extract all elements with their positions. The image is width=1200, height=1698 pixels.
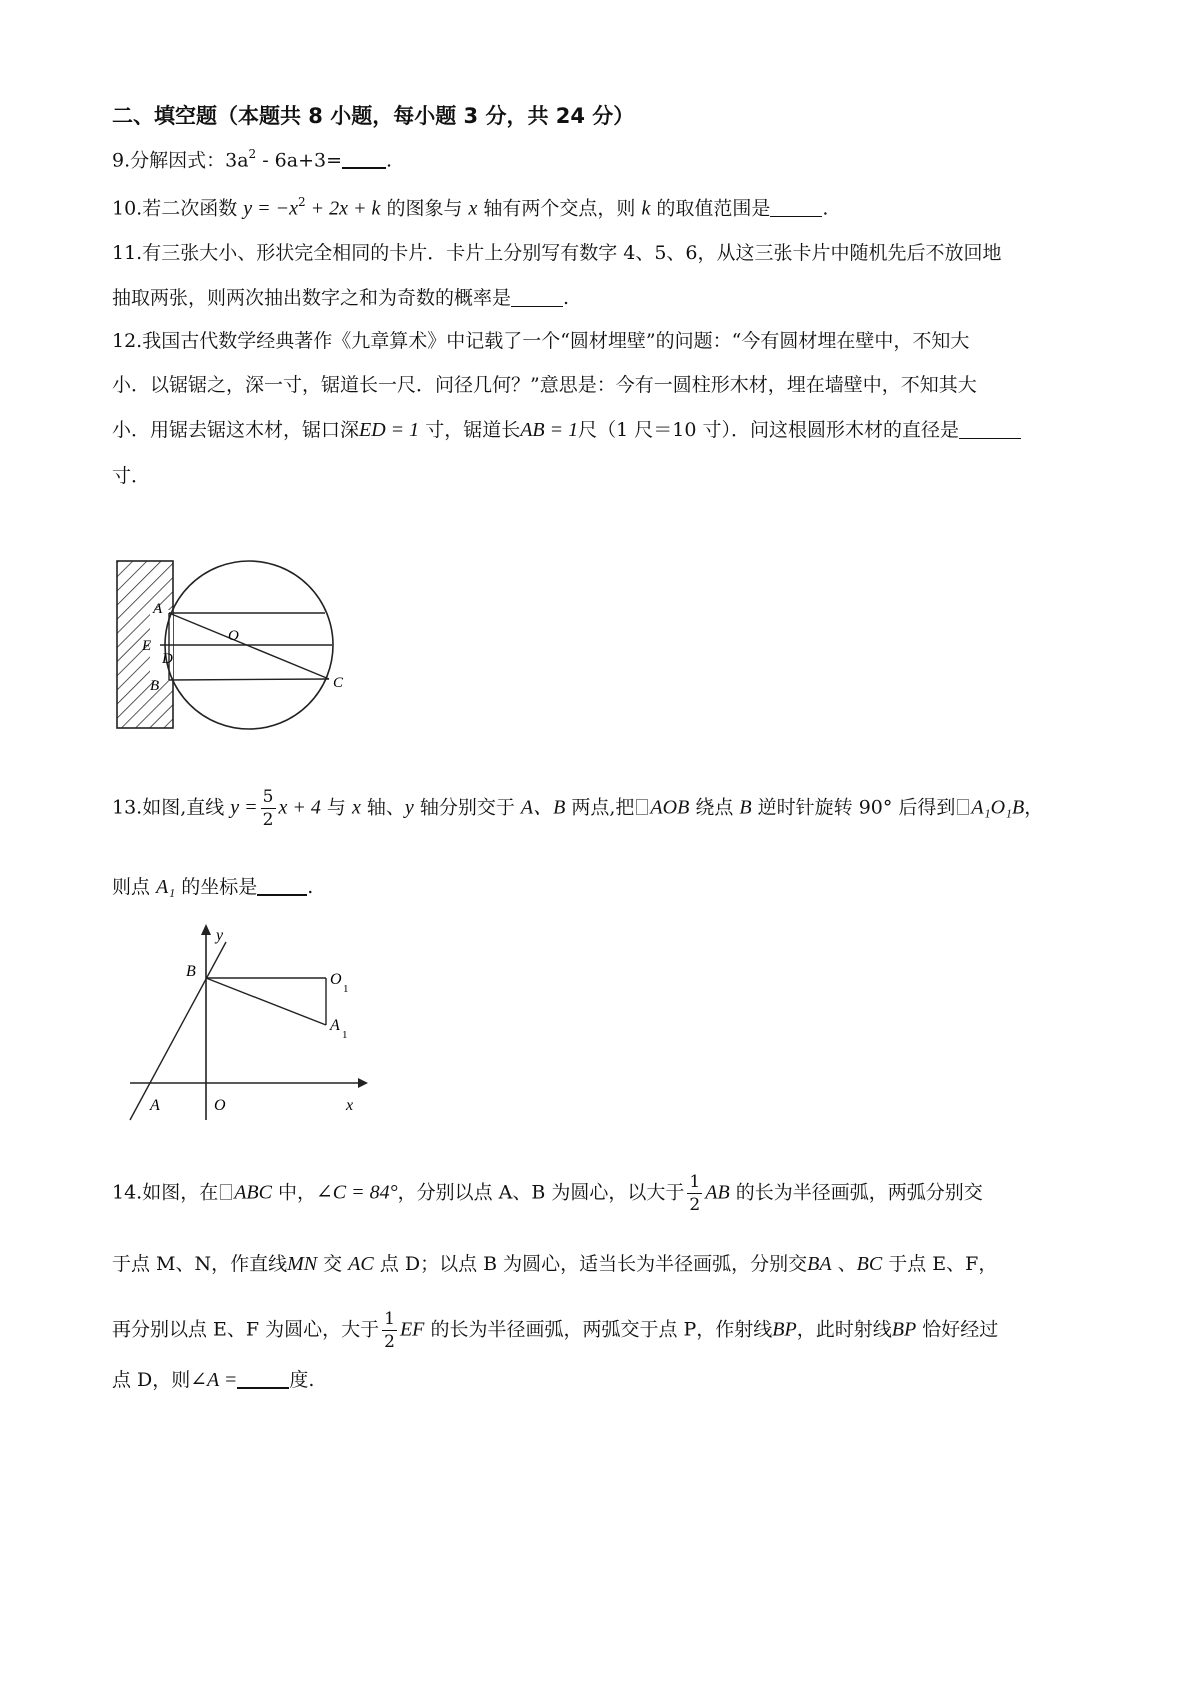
label-a: A	[150, 1097, 160, 1114]
q13-a1o1b: A₁O₁B	[971, 796, 1025, 819]
segment-b-a1	[206, 978, 326, 1025]
q12-ab-expression: AB = 1	[520, 419, 579, 441]
q10-formula-a: y = −x	[243, 197, 299, 220]
q13-mid6: 逆时针旋转 90° 后得到	[751, 796, 956, 819]
q14-l1a: 14.如图，在	[112, 1181, 219, 1204]
q9-end: .	[386, 149, 393, 172]
q14-l3d: 恰好经过	[916, 1318, 999, 1341]
q11-answer-blank[interactable]	[511, 286, 563, 307]
q14-angle-c: ∠C = 84°	[316, 1181, 398, 1204]
q10-formula-b: + 2x + k	[305, 197, 381, 220]
q14-mn: MN	[287, 1253, 318, 1275]
q13-end: ，	[1024, 796, 1044, 819]
q14-abc: ABC	[234, 1181, 272, 1204]
q9-answer-blank[interactable]	[342, 147, 386, 169]
q12-text-a: 小．用锯去锯这木材，锯口深	[112, 419, 360, 441]
q13-b-var: B	[739, 796, 752, 819]
q13-mid2: 轴、	[360, 796, 405, 819]
triangle-symbol-icon	[220, 1184, 232, 1200]
section-heading: 二、填空题（本题共 8 小题，每小题 3 分，共 24 分）	[112, 104, 635, 128]
q14-l2e: 于点 E、F，	[882, 1253, 998, 1275]
q10-answer-blank[interactable]	[770, 196, 822, 217]
question-14-line-4	[112, 1366, 314, 1394]
q14-l1c: ，分别以点 A、B 为圆心，以大于	[397, 1181, 685, 1204]
q14-ab-var: AB	[705, 1181, 730, 1204]
q13-figure-coordinate-rotation	[118, 920, 368, 1130]
q13-answer-blank[interactable]	[257, 874, 307, 896]
q14-frac2-num: 1	[384, 1309, 395, 1329]
label-b: B	[186, 963, 196, 980]
q14-l4a: 点 D，则	[112, 1369, 191, 1391]
q14-l4b: 度.	[289, 1369, 315, 1391]
label-o: O	[228, 628, 239, 644]
q14-ac: AC	[348, 1253, 374, 1275]
q9-prefix: 9.分解因式：3a	[112, 149, 249, 172]
label-x: x	[346, 1097, 354, 1114]
label-o1: O	[330, 971, 342, 988]
label-c: C	[333, 675, 344, 691]
q12-line-1: 12.我国古代数学经典著作《九章算术》中记载了一个“圆材埋壁”的问题：“今有圆材埋在壁中，不知大	[112, 330, 970, 352]
q10-k-var: k	[641, 197, 651, 220]
q12-ed-expression: ED = 1	[359, 419, 420, 441]
q14-ef: EF	[399, 1318, 425, 1341]
label-a1: A	[330, 1017, 340, 1034]
q10-x-var: x	[468, 197, 478, 220]
q9-rest: - 6a+3=	[256, 149, 343, 172]
label-a1-sub: 1	[342, 1029, 348, 1041]
q13-a1: A₁	[156, 876, 176, 898]
q10-prefix: 10.若二次函数	[112, 197, 244, 220]
label-e: E	[142, 638, 152, 654]
label-y: y	[216, 927, 224, 944]
label-d: D	[162, 651, 173, 667]
q11-text: 抽取两张，则两次抽出数字之和为奇数的概率是	[112, 287, 512, 309]
q13-y-var: y	[404, 796, 414, 819]
label-a: A	[153, 601, 163, 617]
diameter-ac	[169, 613, 329, 679]
q10-exponent: 2	[298, 195, 306, 209]
q14-l1b: 中，	[272, 1181, 317, 1204]
q12-line-3	[112, 416, 1021, 444]
q11-end: .	[563, 287, 570, 309]
q13-aob: AOB	[650, 796, 690, 819]
q12-line-4: 寸．	[112, 465, 151, 487]
q13-line2-b: 的坐标是	[175, 876, 258, 898]
label-o: O	[214, 1097, 226, 1114]
q14-fraction-2	[382, 1308, 397, 1353]
q14-bp: BP	[772, 1318, 797, 1341]
q14-bc: BC	[856, 1253, 883, 1275]
q14-l1d: 的长为半径画弧，两弧分别交	[729, 1181, 983, 1204]
q13-mid4: 两点,把	[565, 796, 635, 819]
q14-angle-a: ∠A =	[190, 1369, 238, 1391]
q14-l2b: 交	[317, 1253, 349, 1275]
q13-mid3: 轴分别交于	[413, 796, 521, 819]
question-14-line-2	[112, 1250, 997, 1278]
q13-tail-expr: x + 4	[278, 796, 321, 819]
q10-mid3: 的取值范围是	[650, 197, 771, 220]
q13-fraction	[261, 786, 276, 831]
question-10	[112, 189, 828, 222]
q9-exponent: 2	[248, 147, 257, 161]
triangle-symbol-icon	[957, 799, 969, 815]
label-o1-sub: 1	[343, 983, 349, 995]
question-14-line-3	[112, 1308, 998, 1353]
triangle-symbol-icon	[636, 799, 648, 815]
q10-mid2: 轴有两个交点，则	[477, 197, 642, 220]
question-13	[112, 786, 1043, 831]
q14-l2a: 于点 M、N，作直线	[112, 1253, 288, 1275]
q13-frac-num: 5	[262, 787, 274, 807]
q14-l2c: 点 D；以点 B 为圆心，适当长为半径画弧，分别交	[373, 1253, 808, 1275]
q11-line-1: 11.有三张大小、形状完全相同的卡片．卡片上分别写有数字 4、5、6，从这三张卡片中随机先后不放回地	[112, 242, 1002, 264]
y-axis-arrow-icon	[201, 924, 211, 935]
q13-frac-den: 2	[262, 810, 274, 830]
q14-frac-num: 1	[689, 1172, 701, 1192]
q14-l3b: 的长为半径画弧，两弧交于点 P，作射线	[424, 1318, 773, 1341]
q13-mid1: 与	[320, 796, 352, 819]
q12-answer-blank[interactable]	[959, 418, 1021, 439]
q10-mid: 的图象与	[380, 197, 469, 220]
q11-line-2	[112, 284, 569, 312]
q14-frac2-den: 2	[384, 1332, 395, 1352]
q13-prefix: 13.如图,直线	[112, 796, 231, 819]
q14-l2d: 、	[831, 1253, 857, 1275]
q14-ba: BA	[807, 1253, 832, 1275]
q13-line2-c: .	[307, 876, 314, 898]
q13-x-var: x	[351, 796, 361, 819]
q10-end: .	[822, 197, 829, 220]
label-b: B	[150, 678, 160, 694]
q14-frac-den: 2	[689, 1195, 701, 1215]
q14-bp2: BP	[891, 1318, 917, 1341]
segment-b-c	[169, 679, 329, 680]
q13-line2-a: 则点	[112, 876, 157, 898]
question-9	[112, 141, 392, 174]
q13-ab: A、B	[520, 796, 566, 819]
x-axis-arrow-icon	[358, 1078, 368, 1088]
q14-l3c: ，此时射线	[796, 1318, 892, 1341]
question-13-line-2	[112, 873, 313, 901]
q14-answer-blank[interactable]	[237, 1367, 289, 1389]
q13-y-eq: y =	[230, 796, 258, 819]
q12-text-c: 尺（1 尺＝10 寸）．问这根圆形木材的直径是	[578, 419, 960, 441]
q12-figure-circle-in-wall	[110, 555, 350, 735]
q13-mid5: 绕点	[689, 796, 740, 819]
q12-line-2: 小．以锯锯之，深一寸，锯道长一尺．问径几何？”意思是：今有一圆柱形木材，埋在墙壁中，不知其大	[112, 374, 977, 396]
q12-text-b: 寸，锯道长	[419, 419, 521, 441]
question-14-line-1	[112, 1171, 983, 1216]
q14-l3a: 再分别以点 E、F 为圆心，大于	[112, 1318, 380, 1341]
q14-fraction-1	[687, 1171, 702, 1216]
line-ab	[130, 942, 226, 1120]
